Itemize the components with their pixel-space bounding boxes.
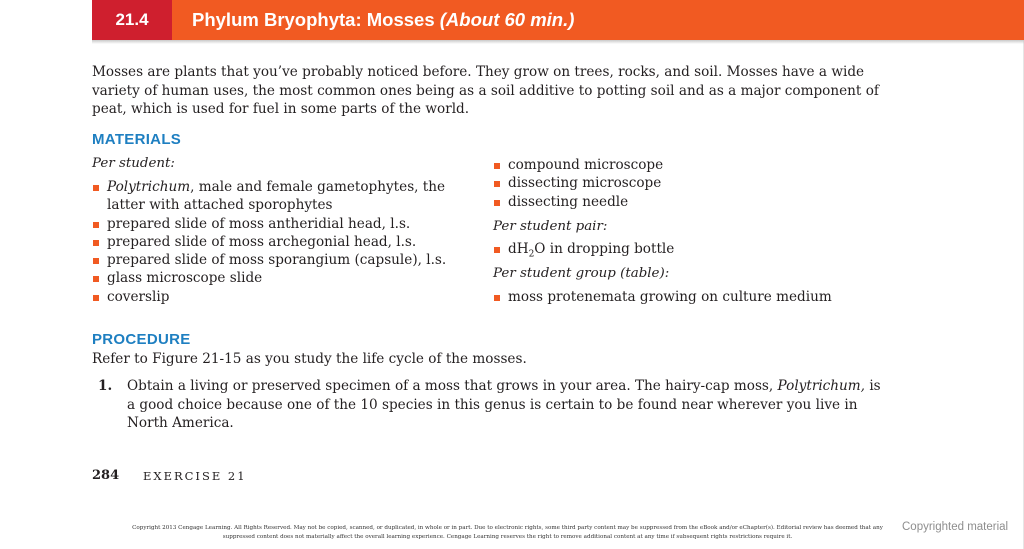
bullet-icon <box>494 181 500 187</box>
step-text-part: Obtain a living or preserved specimen of a moss that grows in your area. The hairy-cap moss, <box>127 378 778 394</box>
list-item-text: dissecting needle <box>508 193 629 210</box>
section-duration: (About 60 min.) <box>439 9 575 30</box>
list-item <box>92 215 446 233</box>
step-text-part: is a good choice because one of the 10 species in this genus is certain to be found near wherever you live in North America. <box>127 378 881 432</box>
list-item <box>92 178 446 196</box>
page-number: 284 <box>92 468 120 483</box>
section-number: 21.4 <box>92 0 172 40</box>
procedure-intro: Refer to Figure 21-15 as you study the life cycle of the mosses. <box>92 351 527 367</box>
procedure-heading: PROCEDURE <box>92 331 191 348</box>
procedure-step <box>98 377 888 433</box>
list-item-text: moss protenemata growing on culture medium <box>508 289 832 305</box>
list-item-text <box>508 241 675 260</box>
copyright-watermark: Copyrighted material <box>902 521 1009 533</box>
list-item <box>493 240 674 264</box>
list-item <box>92 251 446 269</box>
per-student-list <box>92 178 446 306</box>
section-title-text: Phylum Bryophyta: Mosses <box>192 9 435 30</box>
list-item-text: compound microscope <box>508 157 664 173</box>
list-item <box>493 156 663 174</box>
bullet-icon <box>494 163 500 169</box>
intro-paragraph: Mosses are plants that you’ve probably noticed before. They grow on trees, rocks, and soil. Mosses have a wide variety of human uses, the most common ones being as a soil additive to potting soil and as a major component of peat, which is used for fuel in some parts of the world. <box>92 64 879 118</box>
per-group-label: Per student group (table): <box>493 266 670 281</box>
bullet-icon <box>494 295 500 301</box>
list-item-text: latter with attached sporophytes <box>107 197 333 214</box>
bullet-icon <box>494 247 500 253</box>
section-title <box>192 0 574 40</box>
bullet-icon <box>93 185 99 191</box>
formula-part: dH <box>508 241 529 257</box>
list-item-text: coverslip <box>107 288 170 305</box>
bullet-icon <box>93 240 99 246</box>
per-pair-list <box>493 240 674 264</box>
per-pair-label: Per student pair: <box>493 219 608 234</box>
list-item <box>493 193 663 211</box>
formula-rest: O in dropping bottle <box>534 241 675 257</box>
bullet-icon <box>93 258 99 264</box>
list-item-text: , male and female gametophytes, the <box>190 179 446 195</box>
per-student-label: Per student: <box>92 156 175 171</box>
formula-subscript: 2 <box>528 249 535 260</box>
header-shadow <box>92 40 1024 44</box>
polytrichum-name: Polytrichum <box>107 179 191 195</box>
list-item-text: prepared slide of moss archegonial head, l.s. <box>107 233 417 250</box>
step-text <box>127 377 888 433</box>
list-item-text: prepared slide of moss antheridial head, l.s. <box>107 215 411 232</box>
list-item-text: dissecting microscope <box>508 175 662 192</box>
list-item <box>92 233 446 251</box>
copyright-notice: Copyright 2013 Cengage Learning. All Rights Reserved. May not be copied, scanned, or duplicated, in whole or in part. Due to electronic rights, some third party content may be suppressed from the eBook and/or eChapter(s). Editorial review has deemed that any suppressed content does not materially affect the overall learning experience. Cengage Learning reserves the right to remove additional content at any time if subsequent rights restrictions require it. <box>132 525 883 540</box>
materials-heading: MATERIALS <box>92 131 182 148</box>
bullet-icon <box>93 222 99 228</box>
list-item-continuation <box>92 196 446 214</box>
list-item <box>92 269 446 287</box>
list-item <box>92 288 446 306</box>
bullet-icon <box>494 200 500 206</box>
bullet-icon <box>93 295 99 301</box>
step-text-italic: Polytrichum, <box>777 378 865 394</box>
step-number: 1. <box>98 378 113 394</box>
equipment-list <box>493 156 663 211</box>
list-item-text: prepared slide of moss sporangium (capsule), l.s. <box>107 252 447 269</box>
list-item <box>493 174 663 192</box>
list-item <box>493 288 832 306</box>
per-group-list <box>493 288 832 306</box>
bullet-icon <box>93 276 99 282</box>
list-item-text: glass microscope slide <box>107 270 263 287</box>
exercise-label: EXERCISE 21 <box>143 469 247 483</box>
